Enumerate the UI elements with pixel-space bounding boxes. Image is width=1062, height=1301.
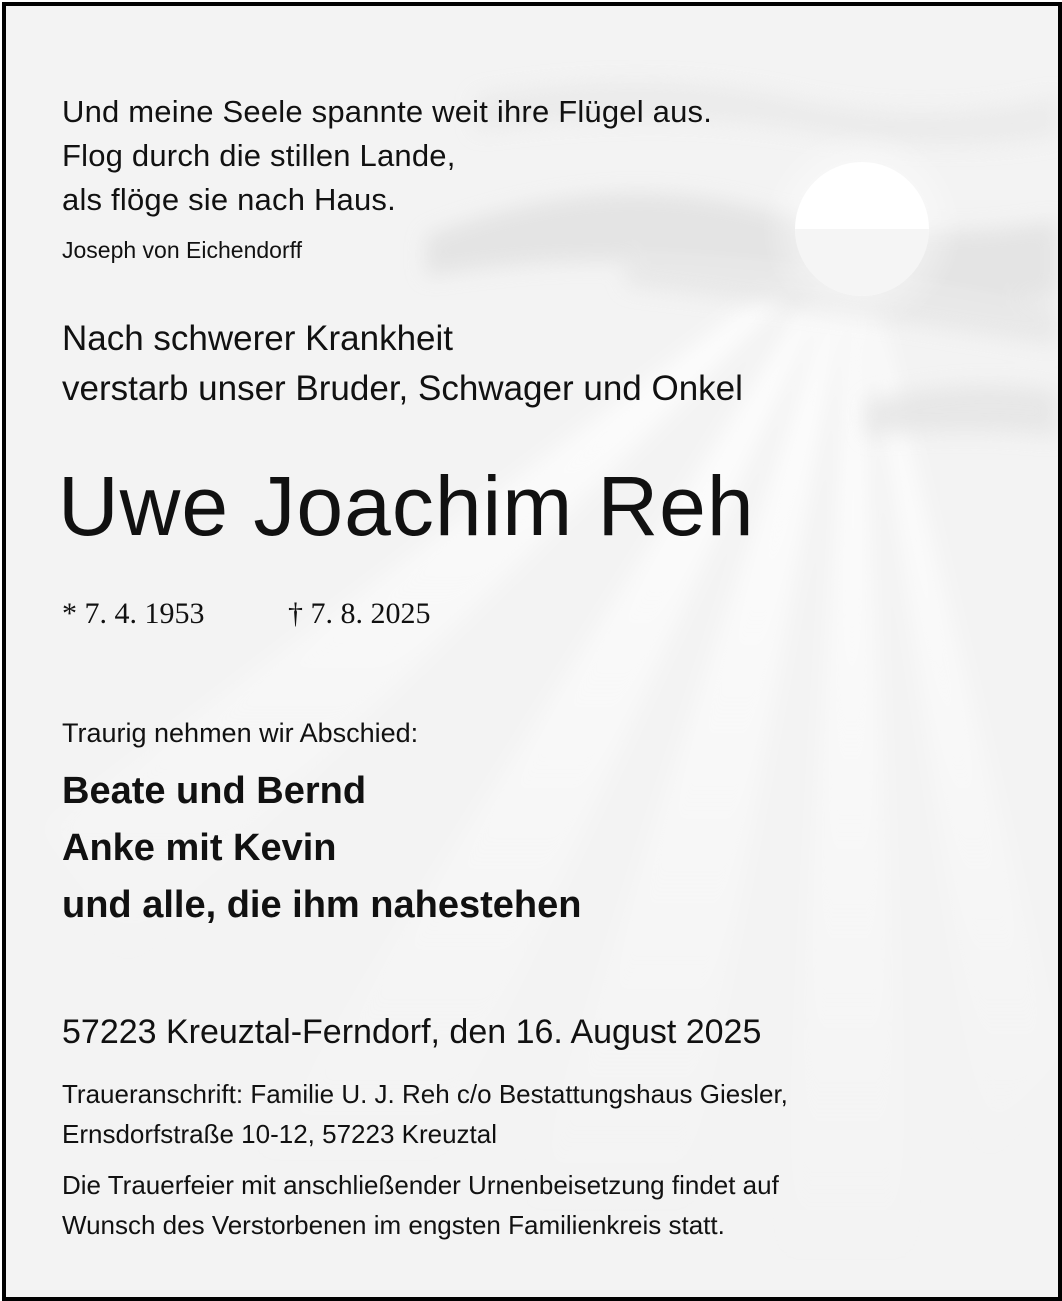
ceremony-note [62, 1165, 779, 1245]
mourner-name: und alle, die ihm nahestehen [62, 884, 582, 926]
deceased-name: Uwe Joachim Reh [58, 459, 755, 553]
birth-date: * 7. 4. 1953 [62, 597, 205, 630]
poem-line: als flöge sie nach Haus. [62, 182, 396, 217]
announcement-line: Nach schwerer Krankheit [62, 319, 453, 358]
ceremony-line: Wunsch des Verstorbenen im engsten Familienkreis statt. [62, 1210, 725, 1240]
death-date: † 7. 8. 2025 [288, 597, 431, 630]
poem-line: Und meine Seele spannte weit ihre Flügel aus. [62, 94, 713, 129]
address-line: Ernsdorfstraße 10-12, 57223 Kreuztal [62, 1119, 498, 1149]
mourner-name: Beate und Bernd [62, 770, 367, 812]
farewell-intro: Traurig nehmen wir Abschied: [62, 718, 419, 748]
death-announcement [62, 314, 743, 414]
poem-line: Flog durch die stillen Lande, [62, 138, 456, 173]
obituary-frame [2, 2, 1062, 1301]
place-and-date: 57223 Kreuztal-Ferndorf, den 16. August 2025 [62, 1013, 762, 1051]
address-line: Traueranschrift: Familie U. J. Reh c/o Bestattungshaus Giesler, [62, 1079, 788, 1109]
mourning-address [62, 1074, 788, 1154]
mourners-list [62, 763, 581, 934]
mourner-name: Anke mit Kevin [62, 827, 337, 869]
ceremony-line: Die Trauerfeier mit anschließender Urnenbeisetzung findet auf [62, 1170, 779, 1200]
poem-author: Joseph von Eichendorff [62, 237, 302, 263]
announcement-line: verstarb unser Bruder, Schwager und Onkel [62, 369, 743, 408]
poem [62, 90, 712, 222]
